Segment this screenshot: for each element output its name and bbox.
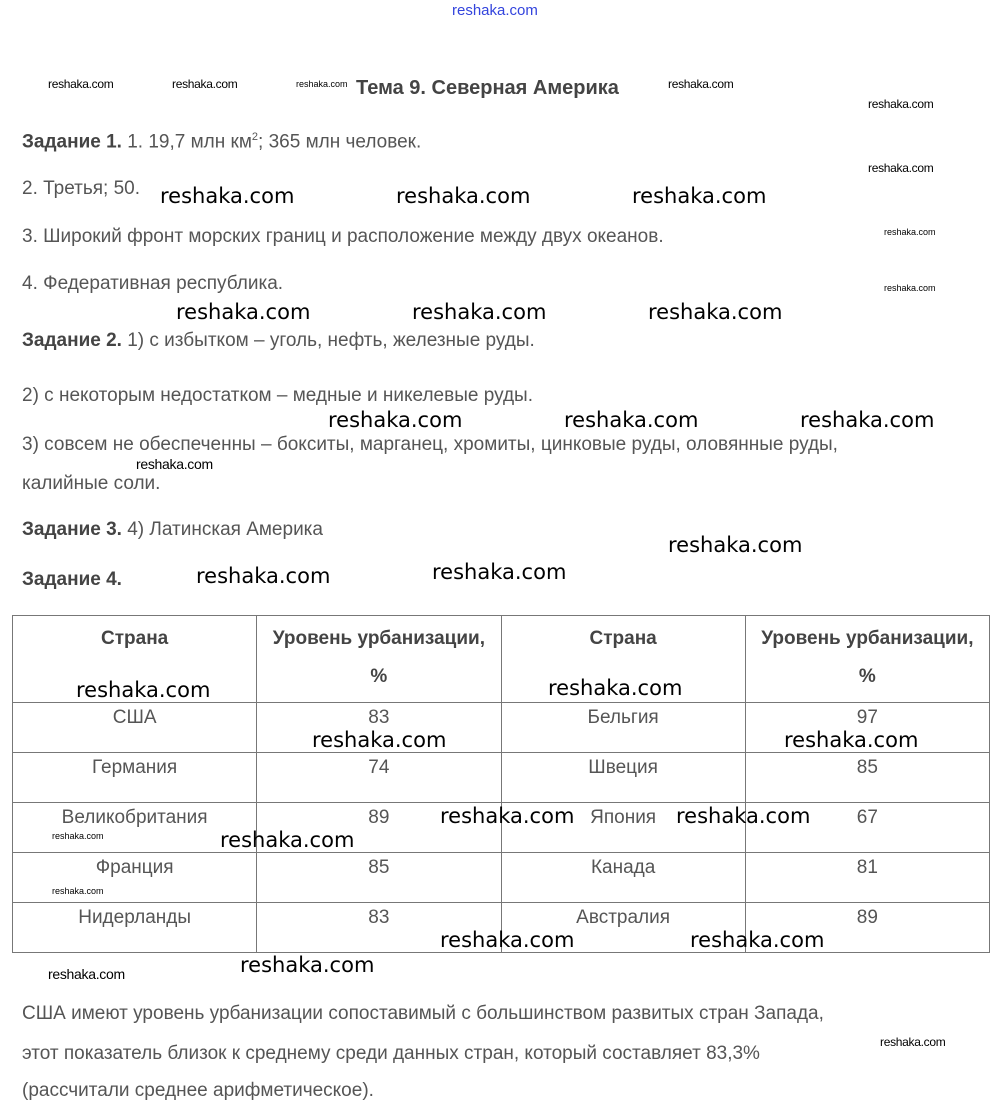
watermark: reshaka.com (800, 408, 935, 432)
watermark: reshaka.com (396, 184, 531, 208)
watermark: reshaka.com (676, 804, 811, 828)
watermark: reshaka.com (296, 79, 348, 89)
task1-text-end: ; 365 млн человек. (258, 131, 422, 153)
conclusion-line3: (рассчитали среднее арифметическое). (22, 1080, 374, 1101)
cell: 67 (745, 803, 989, 853)
watermark: reshaka.com (328, 408, 463, 432)
watermark: reshaka.com (196, 564, 331, 588)
cell: 74 (257, 753, 501, 803)
urbanization-table (12, 615, 990, 953)
header-country: Страна (13, 616, 257, 703)
watermark: reshaka.com (440, 928, 575, 952)
task2-line3a: 3) совсем не обеспеченны – бокситы, марганец, хромиты, цинковые руды, оловянные руды, (22, 434, 838, 455)
cell: Франция (13, 853, 257, 903)
cell: Бельгия (501, 703, 745, 753)
cell: 83 (257, 703, 501, 753)
table-row (13, 853, 990, 903)
task2-label: Задание 2. (22, 330, 122, 351)
watermark: reshaka.com (548, 676, 683, 700)
task1-text: 1. 19,7 млн км (127, 131, 252, 153)
cell: 97 (745, 703, 989, 753)
cell: Нидерланды (13, 903, 257, 953)
watermark: reshaka.com (312, 728, 447, 752)
cell: Канада (501, 853, 745, 903)
superscript: 2 (251, 131, 259, 143)
watermark: reshaka.com (172, 77, 238, 91)
cell: 85 (257, 853, 501, 903)
task2-line2: 2) с некоторым недостатком – медные и никелевые руды. (22, 385, 533, 406)
watermark: reshaka.com (868, 97, 934, 111)
task1-line1 (22, 126, 421, 153)
watermark: reshaka.com (136, 456, 213, 472)
watermark: reshaka.com (432, 560, 567, 584)
watermark: reshaka.com (240, 953, 375, 977)
task4-label: Задание 4. (22, 569, 122, 590)
task2-line1 (22, 330, 535, 352)
watermark: reshaka.com (52, 831, 104, 841)
cell: 83 (257, 903, 501, 953)
watermark: reshaka.com (412, 300, 547, 324)
watermark: reshaka.com (784, 728, 919, 752)
cell: 81 (745, 853, 989, 903)
watermark: reshaka.com (668, 533, 803, 557)
watermark: reshaka.com (440, 804, 575, 828)
page-title: Тема 9. Северная Америка (356, 77, 619, 99)
watermark: reshaka.com (868, 161, 934, 175)
task3-text: 4) Латинская Америка (127, 519, 323, 540)
watermark: reshaka.com (880, 1035, 946, 1049)
watermark: reshaka.com (48, 966, 125, 982)
watermark: reshaka.com (690, 928, 825, 952)
watermark: reshaka.com (76, 678, 211, 702)
cell: Швеция (501, 753, 745, 803)
watermark: reshaka.com (52, 886, 104, 896)
watermark: reshaka.com (220, 828, 355, 852)
table-row (13, 753, 990, 803)
task1-label: Задание 1. (22, 131, 122, 153)
cell: США (13, 703, 257, 753)
cell: Великобритания (13, 803, 257, 853)
watermark: reshaka.com (564, 408, 699, 432)
task2-line3b: калийные соли. (22, 473, 161, 494)
task1-line3: 3. Широкий фронт морских границ и расположение между двух океанов. (22, 226, 664, 247)
watermark: reshaka.com (632, 184, 767, 208)
watermark: reshaka.com (668, 77, 734, 91)
watermark: reshaka.com (176, 300, 311, 324)
cell: Япония (501, 803, 745, 853)
watermark: reshaka.com (648, 300, 783, 324)
task3-label: Задание 3. (22, 519, 122, 540)
cell: 89 (257, 803, 501, 853)
watermark: reshaka.com (884, 227, 936, 237)
cell: Австралия (501, 903, 745, 953)
conclusion-line1: США имеют уровень урбанизации сопоставимый с большинством развитых стран Запада, (22, 1003, 824, 1024)
watermark: reshaka.com (48, 77, 114, 91)
task1-line2: 2. Третья; 50. (22, 178, 141, 199)
header-urbanization: Уровень урбанизации, % (257, 616, 501, 703)
task2-text: 1) с избытком – уголь, нефть, железные руды. (127, 330, 535, 351)
header-urbanization: Уровень урбанизации, % (745, 616, 989, 703)
header-country: Страна (501, 616, 745, 703)
cell: Германия (13, 753, 257, 803)
conclusion-line2: этот показатель близок к среднему среди данных стран, который составляет 83,3% (22, 1043, 760, 1064)
watermark: reshaka.com (884, 283, 936, 293)
task1-line4: 4. Федеративная республика. (22, 273, 284, 294)
cell: 85 (745, 753, 989, 803)
cell: 89 (745, 903, 989, 953)
site-link[interactable]: reshaka.com (452, 2, 538, 19)
watermark: reshaka.com (160, 184, 295, 208)
task3 (22, 519, 323, 541)
